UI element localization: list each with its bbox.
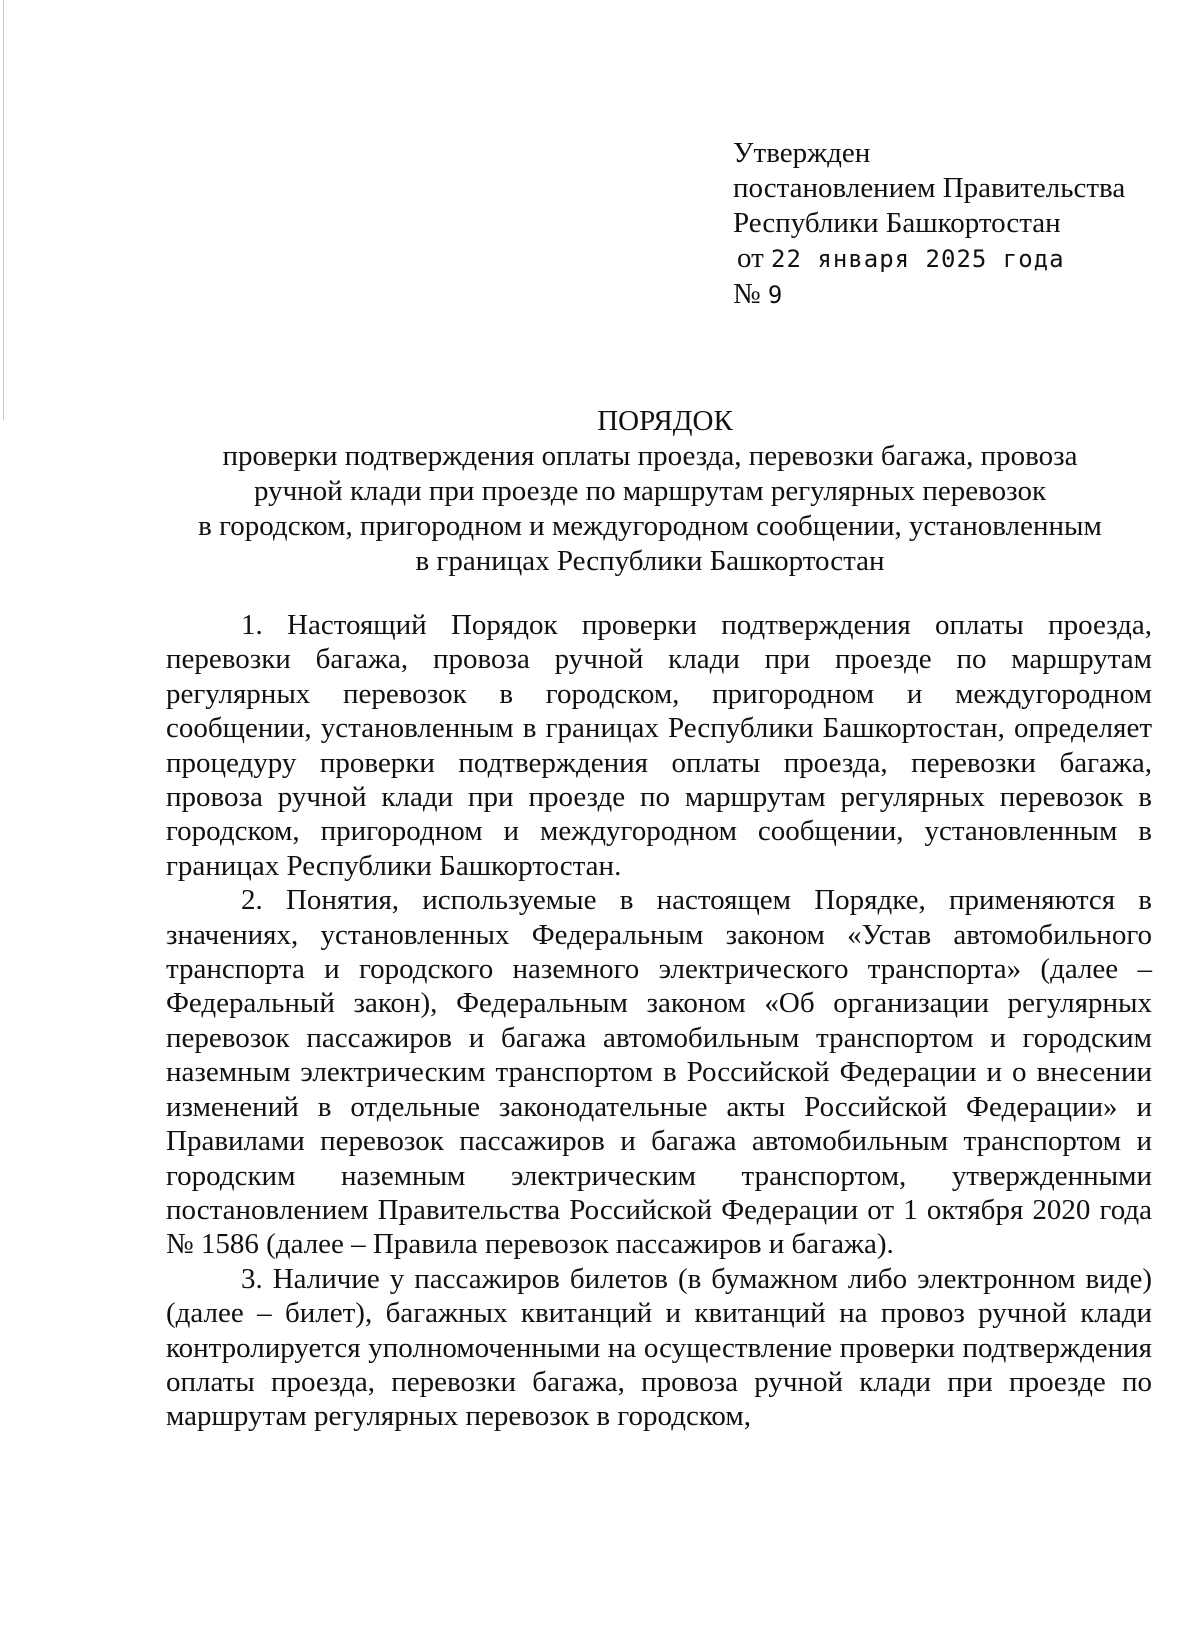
title-line: в городском, пригородном и междугородном сообщении, установленным — [198, 510, 1102, 542]
approval-line-resolution: постановлением Правительства — [733, 172, 1126, 204]
approval-line-approved: Утвержден — [733, 137, 871, 169]
approval-date-prefix: от — [737, 242, 764, 274]
approval-number-prefix: № — [733, 278, 761, 310]
document-heading: ПОРЯДОК — [597, 405, 733, 437]
paragraph-3: 3. Наличие у пассажиров билетов (в бумажном либо электронном виде) (далее – билет), багажных квитанций и квитанций на провоз ручной клади контролируется уполномоченными на осуществление проверки подтверждения оплаты проезда, перевозки багажа, провоза ручной клади при проезде по маршрутам регулярных перевозок в городском, — [166, 1262, 1152, 1433]
approval-date-value: 22 января 2025 года — [771, 245, 1065, 273]
title-line: в границах Республики Башкортостан — [415, 545, 885, 577]
approval-stamp-block — [733, 136, 1125, 313]
title-line: ручной клади при проезде по маршрутам регулярных перевозок — [253, 475, 1047, 507]
paragraph-2: 2. Понятия, используемые в настоящем Порядке, применяются в значениях, установленных Федеральным законом «Устав автомобильного транспорта и городского наземного электрического транспорта» (далее – Федеральный закон), Федеральным законом «Об организации регулярных перевозок пассажиров и багажа автомобильным транспортом и городским наземным электрическим транспортом в Российской Федерации и о внесении изменений в отдельные законодательные акты Российской Федерации» и Правилами перевозок пассажиров и багажа автомобильным транспортом и городским наземным электрическим транспортом, утвержденными постановлением Правительства Российской Федерации от 1 октября 2020 года № 1586 (далее – Правила перевозок пассажиров и багажа). — [166, 884, 1152, 1261]
approval-number-value: 9 — [767, 281, 784, 309]
paragraph-1: 1. Настоящий Порядок проверки подтверждения оплаты проезда, перевозки багажа, провоза ручной клади при проезде по маршрутам регулярных перевозок в городском, пригородном и междугородном сообщении, установленным в границах Республики Башкортостан, определяет процедуру проверки подтверждения оплаты проезда, перевозки багажа, провоза ручной клади при проезде по маршрутам регулярных перевозок в городском, пригородном и междугородном сообщении, установленным в границах Республики Башкортостан. — [166, 609, 1152, 882]
document-title-block — [160, 404, 1140, 579]
approval-line-republic: Республики Башкортостан — [733, 207, 1061, 239]
scan-edge-line — [3, 0, 4, 420]
approval-number-line — [733, 277, 1125, 313]
approval-date-line — [737, 241, 1125, 277]
title-line: проверки подтверждения оплаты проезда, перевозки багажа, провоза — [222, 440, 1078, 472]
document-body — [166, 608, 1152, 1434]
